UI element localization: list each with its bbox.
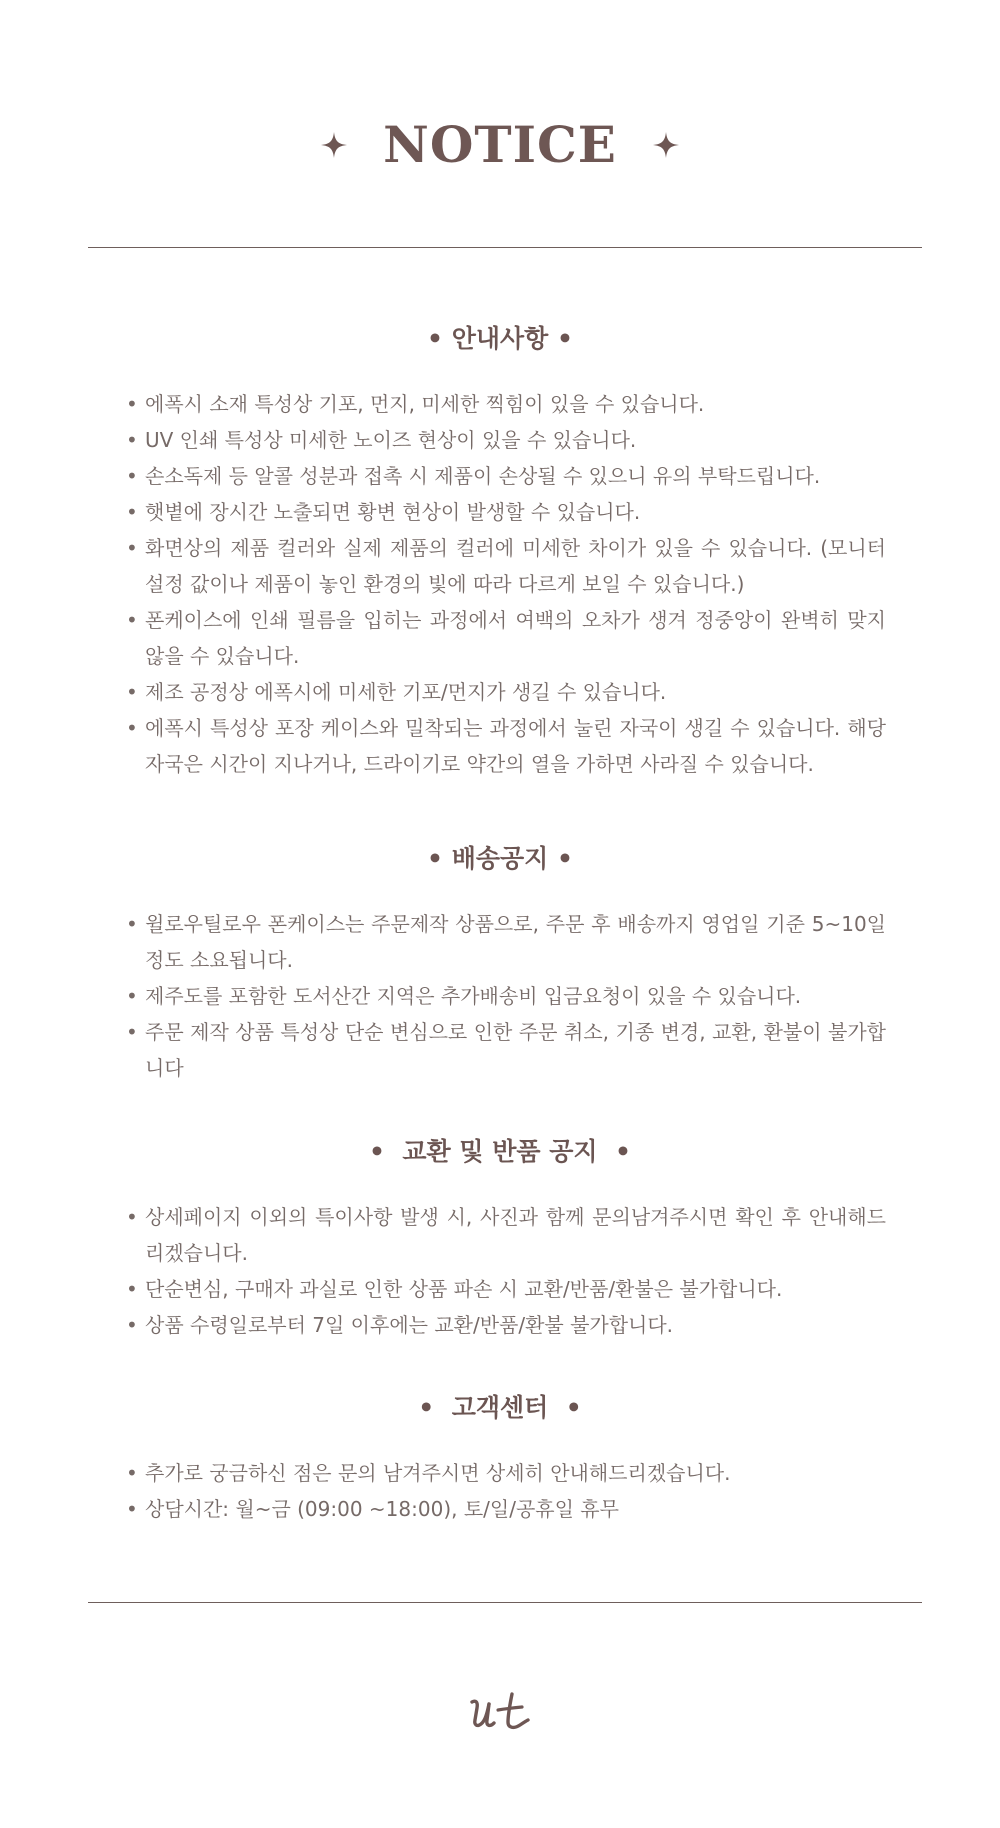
list-item: • 햇볕에 장시간 노출되면 황변 현상이 발생할 수 있습니다. [126,494,886,530]
section-heading-exchange: • 교환 및 반품 공지 • [369,1137,631,1166]
notice-header [0,110,1000,180]
customer-center-list [126,1455,886,1527]
section-heading-label: 고객센터 [451,1393,549,1422]
list-item: • 상담시간: 월~금 (09:00 ~18:00), 토/일/공휴일 휴무 [126,1491,886,1527]
section-heading-label: 안내사항 [451,324,549,353]
list-item: • 주문 제작 상품 특성상 단순 변심으로 인한 주문 취소, 기종 변경, 교환, 환불이 불가합니다 [126,1014,886,1086]
list-item: • 추가로 궁금하신 점은 문의 남겨주시면 상세히 안내해드리겠습니다. [126,1455,886,1491]
list-item: • 단순변심, 구매자 과실로 인한 상품 파손 시 교환/반품/환불은 불가합니다. [126,1271,886,1307]
ut-monogram-logo [0,1690,1000,1738]
section-heading-shipping: • 배송공지 • [426,844,573,873]
list-item: • UV 인쇄 특성상 미세한 노이즈 현상이 있을 수 있습니다. [126,422,886,458]
section-heading-label: 배송공지 [451,844,549,873]
guide-list [126,386,886,782]
list-item: • 윌로우틸로우 폰케이스는 주문제작 상품으로, 주문 후 배송까지 영업일 기준 5~10일 정도 소요됩니다. [126,906,886,978]
list-item: • 에폭시 소재 특성상 기포, 먼지, 미세한 찍힘이 있을 수 있습니다. [126,386,886,422]
list-item: • 폰케이스에 인쇄 필름을 입히는 과정에서 여백의 오차가 생겨 정중앙이 완벽히 맞지 않을 수 있습니다. [126,602,886,674]
section-heading-guide: • 안내사항 • [426,324,573,353]
list-item: • 제주도를 포함한 도서산간 지역은 추가배송비 입금요청이 있을 수 있습니다. [126,978,886,1014]
list-item: • 상세페이지 이외의 특이사항 발생 시, 사진과 함께 문의남겨주시면 확인 후 안내해드리겠습니다. [126,1199,886,1271]
list-item: • 제조 공정상 에폭시에 미세한 기포/먼지가 생길 수 있습니다. [126,674,886,710]
list-item: • 손소독제 등 알콜 성분과 접촉 시 제품이 손상될 수 있으니 유의 부탁드립니다. [126,458,886,494]
bottom-divider [88,1602,922,1603]
list-item: • 화면상의 제품 컬러와 실제 제품의 컬러에 미세한 차이가 있을 수 있습니다. (모니터 설정 값이나 제품이 놓인 환경의 빛에 따라 다르게 보일 수 있습니다.) [126,530,886,602]
page-title: NOTICE [383,115,617,174]
list-item: • 에폭시 특성상 포장 케이스와 밀착되는 과정에서 눌린 자국이 생길 수 있습니다. 해당 자국은 시간이 지나거나, 드라이기로 약간의 열을 가하면 사라질 수 있습니다. [126,710,886,782]
section-heading-label: 교환 및 반품 공지 [402,1137,598,1166]
top-divider [88,247,922,248]
section-heading-customer-center: • 고객센터 • [418,1393,582,1422]
shipping-list [126,906,886,1086]
exchange-list [126,1199,886,1343]
four-point-star-icon [321,132,347,158]
four-point-star-icon [653,132,679,158]
list-item: • 상품 수령일로부터 7일 이후에는 교환/반품/환불 불가합니다. [126,1307,886,1343]
